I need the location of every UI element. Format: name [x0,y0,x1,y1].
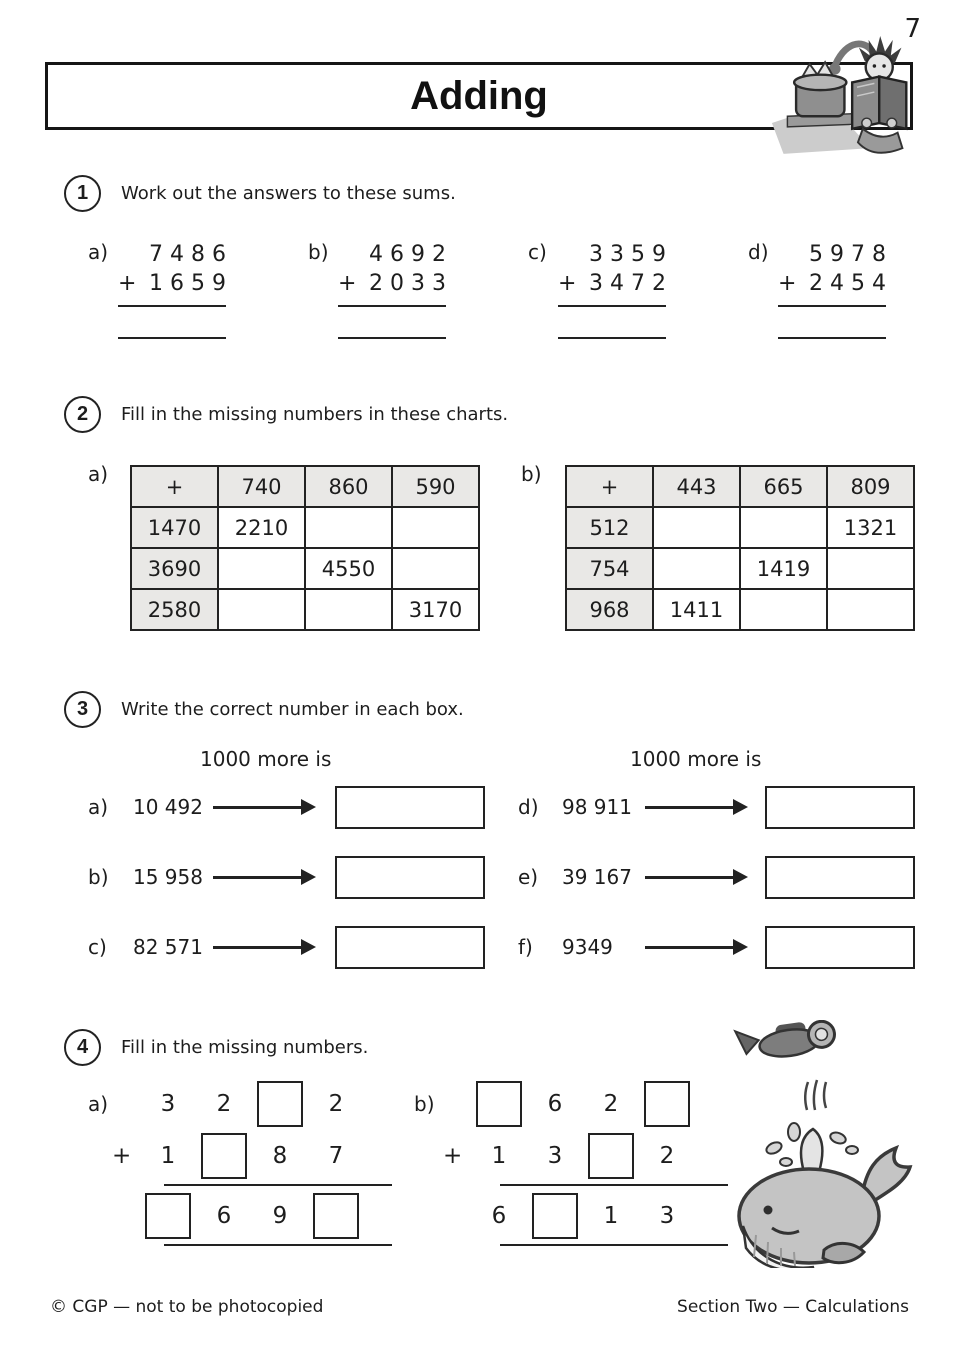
chart-cell-empty[interactable] [740,507,827,548]
item-value: 39 167 [562,865,632,889]
digit: 3 [659,1203,675,1229]
chart-row-header-cell: 3690 [131,548,218,589]
sum-top-number: 3 3 5 9 [589,242,666,267]
answer-box[interactable] [335,926,485,969]
question-number-badge: 1 [64,175,101,212]
chart-cell-empty[interactable] [218,548,305,589]
sum-bottom-number: 3 4 7 2 [589,271,666,296]
thousand-more-row-d [518,785,915,829]
chart-cell-empty[interactable] [653,548,740,589]
question-3-header [64,691,464,728]
chart-header-cell: + [566,466,653,507]
item-value: 10 492 [133,795,203,819]
sum-bottom-number: 1 6 5 9 [149,271,226,296]
item-label: d) [518,795,539,819]
puzzle-row [443,1078,728,1130]
sum-label: d) [748,240,769,264]
item-label: e) [518,865,539,889]
thousand-more-row-e [518,855,915,899]
chart-cell-empty[interactable] [740,589,827,630]
digit: 2 [216,1091,232,1117]
chart-label: b) [521,462,542,486]
chart-row-header-cell: 1470 [131,507,218,548]
right-arrow-icon [645,939,765,955]
chart-header-cell: 740 [218,466,305,507]
digit: 3 [547,1143,563,1169]
chart-cell-empty[interactable] [653,507,740,548]
answer-line[interactable] [558,337,666,339]
chart-cell-filled: 1419 [740,548,827,589]
sum-divider-line [118,305,226,307]
puzzle-row [112,1078,392,1130]
answer-box[interactable] [765,856,915,899]
digit: 1 [491,1143,507,1169]
question-number-badge: 2 [64,396,101,433]
answer-box[interactable] [765,786,915,829]
write-in-box[interactable] [257,1081,303,1127]
page-number: 7 [904,14,921,44]
puzzle-row [112,1190,392,1242]
sum-label: b) [308,240,329,264]
chart-row-header-cell: 754 [566,548,653,589]
write-in-box[interactable] [476,1081,522,1127]
question-1-header [64,175,456,212]
column-sum-c [528,240,666,339]
puzzle-label: b) [414,1092,435,1116]
whale-splashing-diver-cartoon-icon [716,1020,916,1268]
question-prompt: Write the correct number in each box. [121,699,464,720]
copyright-notice: © CGP — not to be photocopied [50,1297,324,1317]
thousand-more-row-a [88,785,485,829]
sum-top-number: 5 9 7 8 [809,242,886,267]
plus-sign: + [112,1143,132,1169]
write-in-box[interactable] [145,1193,191,1239]
sum-divider-line [338,305,446,307]
write-in-box[interactable] [201,1133,247,1179]
digit: 6 [216,1203,232,1229]
sum-top-number: 7 4 8 6 [149,242,226,267]
question-prompt: Work out the answers to these sums. [121,183,456,204]
write-in-box[interactable] [532,1193,578,1239]
chart-cell-empty[interactable] [305,507,392,548]
column-sum-d [748,240,886,339]
right-arrow-icon [213,869,335,885]
sum-divider-line [500,1244,728,1246]
sum-label: a) [88,240,109,264]
chart-cell-filled: 2210 [218,507,305,548]
chart-row-header-cell: 512 [566,507,653,548]
plus-sign: + [778,271,797,296]
question-number-badge: 4 [64,1029,101,1066]
chart-cell-empty[interactable] [305,589,392,630]
sum-label: c) [528,240,547,264]
answer-box[interactable] [335,786,485,829]
plus-sign: + [558,271,577,296]
digit: 1 [160,1143,176,1169]
chart-row-header-cell: 2580 [131,589,218,630]
sum-divider-line [778,305,886,307]
chart-cell-empty[interactable] [392,507,479,548]
right-arrow-icon [213,939,335,955]
chart-cell-filled: 4550 [305,548,392,589]
chart-cell-empty[interactable] [827,589,914,630]
puzzle-row [443,1190,728,1242]
digit: 3 [160,1091,176,1117]
chart-header-cell: + [131,466,218,507]
sum-top-number: 4 6 9 2 [369,242,446,267]
chart-cell-empty[interactable] [392,548,479,589]
thousand-more-row-b [88,855,485,899]
digit: 6 [491,1203,507,1229]
sum-bottom-number: 2 0 3 3 [369,271,446,296]
digit: 1 [603,1203,619,1229]
digit: 2 [603,1091,619,1117]
digit: 2 [328,1091,344,1117]
item-label: c) [88,935,107,959]
question-prompt: Fill in the missing numbers in these charts. [121,404,509,425]
chart-cell-filled: 1321 [827,507,914,548]
question-4-header [64,1029,368,1066]
plus-sign: + [443,1143,463,1169]
question-prompt: Fill in the missing numbers. [121,1037,369,1058]
sum-bottom-number: 2 4 5 4 [809,271,886,296]
answer-line[interactable] [118,337,226,339]
write-in-box[interactable] [644,1081,690,1127]
column-heading-1000-more: 1000 more is [200,747,332,771]
thousand-more-row-c [88,925,485,969]
column-sum-a [88,240,226,339]
digit: 8 [272,1143,288,1169]
chart-header-cell: 809 [827,466,914,507]
item-label: a) [88,795,109,819]
chart-header-cell: 665 [740,466,827,507]
digit: 2 [659,1143,675,1169]
right-arrow-icon [213,799,335,815]
column-heading-1000-more: 1000 more is [630,747,762,771]
answer-box[interactable] [335,856,485,899]
answer-box[interactable] [765,926,915,969]
addition-chart-a [130,465,480,631]
sum-divider-line [164,1244,392,1246]
answer-line[interactable] [778,337,886,339]
digit: 9 [272,1203,288,1229]
chart-header-cell: 443 [653,466,740,507]
missing-number-sum-a [88,1078,392,1250]
sum-divider-line [164,1184,392,1186]
digit: 7 [328,1143,344,1169]
write-in-box[interactable] [313,1193,359,1239]
thousand-more-row-f [518,925,915,969]
item-label: b) [88,865,109,889]
sum-divider-line [558,305,666,307]
answer-line[interactable] [338,337,446,339]
missing-number-sum-b [414,1078,728,1250]
question-number-badge: 3 [64,691,101,728]
chart-header-cell: 860 [305,466,392,507]
item-value: 98 911 [562,795,632,819]
item-label: f) [518,935,533,959]
puzzle-row [112,1130,392,1182]
digit: 6 [547,1091,563,1117]
puzzle-label: a) [88,1092,109,1116]
item-value: 82 571 [133,935,203,959]
chart-cell-filled: 1411 [653,589,740,630]
item-value: 9349 [562,935,613,959]
item-value: 15 958 [133,865,203,889]
chart-header-cell: 590 [392,466,479,507]
right-arrow-icon [645,869,765,885]
chart-row-header-cell: 968 [566,589,653,630]
question-2-header [64,396,508,433]
plus-sign: + [338,271,357,296]
plus-sign: + [118,271,137,296]
chart-cell-empty[interactable] [218,589,305,630]
addition-chart-b [565,465,915,631]
reading-while-cooking-cartoon-icon [770,24,915,164]
right-arrow-icon [645,799,765,815]
section-title: Section Two — Calculations [677,1297,909,1317]
puzzle-row [443,1130,728,1182]
page-title: Adding [410,73,548,118]
chart-label: a) [88,462,109,486]
write-in-box[interactable] [588,1133,634,1179]
sum-divider-line [500,1184,728,1186]
chart-cell-filled: 3170 [392,589,479,630]
column-sum-b [308,240,446,339]
chart-cell-empty[interactable] [827,548,914,589]
